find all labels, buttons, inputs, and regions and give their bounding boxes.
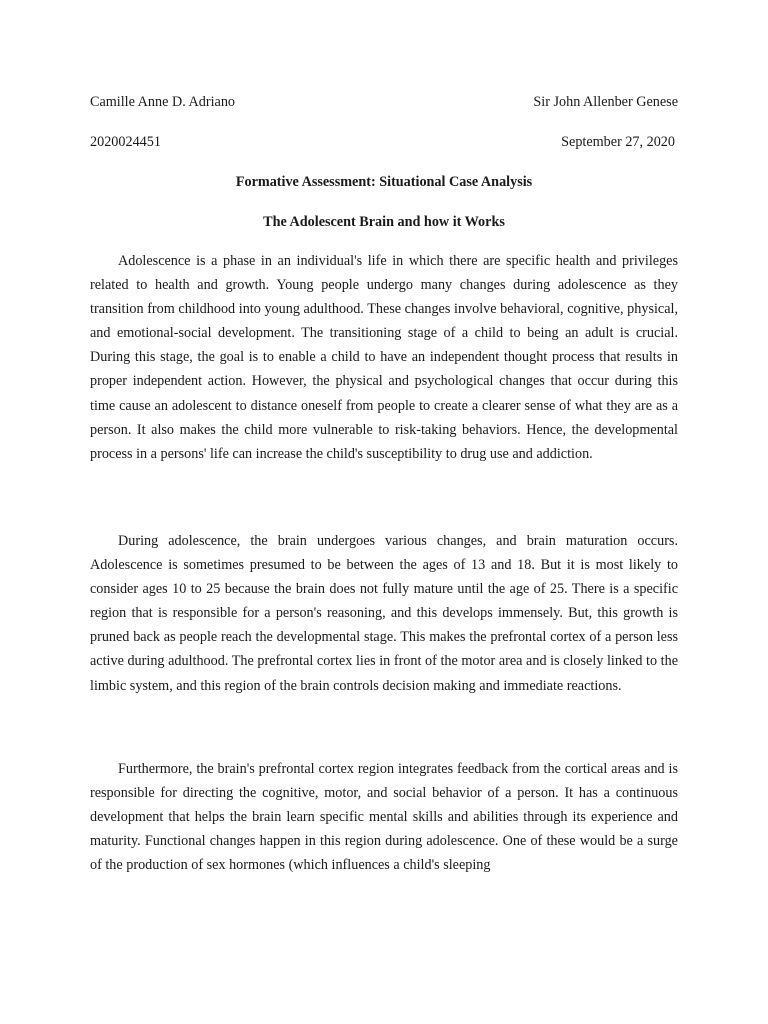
document-title: Formative Assessment: Situational Case Analysis xyxy=(235,174,533,190)
student-id: 2020024451 xyxy=(90,134,161,150)
header-row-id-date xyxy=(90,132,678,152)
paragraph-1: Adolescence is a phase in an individual's life in which there are specific health and privileges related to health and growth. Young people undergo many changes during adolescence as they transition from childhood into young adulthood. These changes involve behavioral, cognitive, physical, and emotional-social development. The transitioning stage of a child to being an adult is crucial. During this stage, the goal is to enable a child to have an independent thought process that results in proper independent action. However, the physical and psychological changes that occur during this time cause an adolescent to distance oneself from people to create a clearer sense of what they are as a person. It also makes the child more vulnerable to risk-taking behaviors. Hence, the developmental process in a persons' life can increase the child's susceptibility to drug use and addiction. xyxy=(90,253,678,462)
paragraph-3: Furthermore, the brain's prefrontal cortex region integrates feedback from the cortical areas and is responsible for directing the cognitive, motor, and social behavior of a person. It has a continuous development that helps the brain learn specific mental skills and abilities through its experience and maturity. Functional changes happen in this region during adolescence. One of these would be a surge of the production of sex hormones (which influences a child's sleeping xyxy=(90,761,678,874)
document-subtitle: The Adolescent Brain and how it Works xyxy=(263,214,505,230)
header-row-names xyxy=(90,92,678,112)
instructor-name: Sir John Allenber Genese xyxy=(533,94,678,110)
submission-date: September 27, 2020 xyxy=(561,134,675,150)
paragraph-2: During adolescence, the brain undergoes various changes, and brain maturation occurs. Adolescence is sometimes presumed to be between the ages of 13 and 18. But it is most likely to consider ages 10 to 25 because the brain does not fully mature until the age of 25. There is a specific region that is responsible for a person's reasoning, and this develops immensely. But, this growth is pruned back as people reach the developmental stage. This makes the prefrontal cortex of a person less active during adulthood. The prefrontal cortex lies in front of the motor area and is closely linked to the limbic system, and this region of the brain controls decision making and immediate reactions. xyxy=(90,533,678,694)
student-name: Camille Anne D. Adriano xyxy=(90,94,236,110)
